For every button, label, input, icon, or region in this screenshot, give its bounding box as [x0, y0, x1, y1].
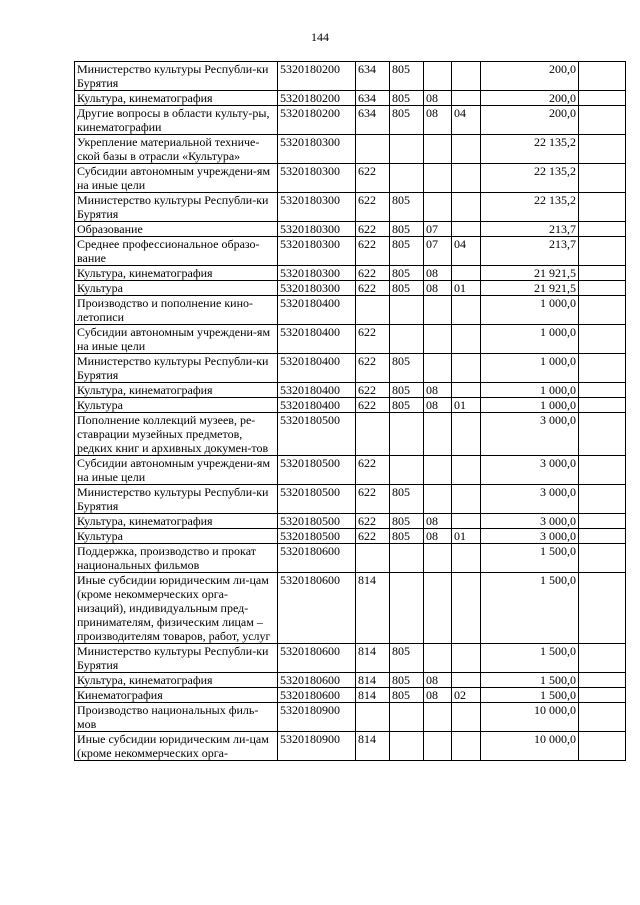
amount-cell: 22 135,2: [481, 164, 579, 193]
subsection-cell: [452, 296, 481, 325]
section-cell: [424, 62, 452, 91]
target-code-cell: 5320180500: [278, 514, 356, 529]
subsection-cell: [452, 135, 481, 164]
amount-cell: 3 000,0: [481, 456, 579, 485]
amount-cell: 3 000,0: [481, 413, 579, 456]
ministry-code-cell: [390, 164, 424, 193]
target-code-cell: 5320180300: [278, 237, 356, 266]
ministry-code-cell: 805: [390, 62, 424, 91]
empty-cell: [579, 644, 626, 673]
table-row: [75, 354, 626, 383]
ministry-code-cell: 805: [390, 644, 424, 673]
amount-cell: 200,0: [481, 91, 579, 106]
row-name-cell: Кинематография: [75, 688, 278, 703]
expense-type-cell: 622: [356, 193, 390, 222]
subsection-cell: [452, 573, 481, 644]
expense-type-cell: 622: [356, 237, 390, 266]
expense-type-cell: 622: [356, 514, 390, 529]
table-row: [75, 325, 626, 354]
subsection-cell: [452, 514, 481, 529]
subsection-cell: [452, 164, 481, 193]
expense-type-cell: [356, 135, 390, 164]
amount-cell: 10 000,0: [481, 703, 579, 732]
row-name-cell: Поддержка, производство и прокат национальных фильмов: [75, 544, 278, 573]
empty-cell: [579, 514, 626, 529]
section-cell: [424, 456, 452, 485]
amount-cell: 1 500,0: [481, 673, 579, 688]
empty-cell: [579, 398, 626, 413]
section-cell: 08: [424, 529, 452, 544]
ministry-code-cell: 805: [390, 222, 424, 237]
ministry-code-cell: [390, 325, 424, 354]
target-code-cell: 5320180300: [278, 135, 356, 164]
expense-type-cell: 622: [356, 266, 390, 281]
section-cell: [424, 296, 452, 325]
table-row: [75, 237, 626, 266]
table-row: [75, 398, 626, 413]
section-cell: [424, 644, 452, 673]
table-row: [75, 514, 626, 529]
empty-cell: [579, 237, 626, 266]
amount-cell: 3 000,0: [481, 514, 579, 529]
amount-cell: 21 921,5: [481, 266, 579, 281]
target-code-cell: 5320180500: [278, 529, 356, 544]
target-code-cell: 5320180900: [278, 732, 356, 761]
row-name-cell: Культура, кинематография: [75, 383, 278, 398]
amount-cell: 3 000,0: [481, 529, 579, 544]
empty-cell: [579, 544, 626, 573]
empty-cell: [579, 91, 626, 106]
target-code-cell: 5320180300: [278, 164, 356, 193]
page-number: 144: [311, 30, 329, 44]
ministry-code-cell: [390, 573, 424, 644]
row-name-cell: Иные субсидии юридическим ли-цам (кроме некоммерческих орга-низаций), индивидуальным пред-принимателям, физическим лицам – производителям товаров, работ, услуг: [75, 573, 278, 644]
row-name-cell: Культура, кинематография: [75, 673, 278, 688]
section-cell: [424, 703, 452, 732]
empty-cell: [579, 529, 626, 544]
empty-cell: [579, 281, 626, 296]
section-cell: 08: [424, 673, 452, 688]
section-cell: [424, 732, 452, 761]
section-cell: 08: [424, 281, 452, 296]
expense-type-cell: [356, 296, 390, 325]
amount-cell: 1 000,0: [481, 296, 579, 325]
subsection-cell: 01: [452, 281, 481, 296]
ministry-code-cell: 805: [390, 673, 424, 688]
ministry-code-cell: 805: [390, 529, 424, 544]
section-cell: 08: [424, 514, 452, 529]
row-name-cell: Министерство культуры Республи-ки Бурятия: [75, 485, 278, 514]
target-code-cell: 5320180300: [278, 281, 356, 296]
target-code-cell: 5320180600: [278, 673, 356, 688]
expense-type-cell: 622: [356, 222, 390, 237]
amount-cell: 1 000,0: [481, 325, 579, 354]
row-name-cell: Культура, кинематография: [75, 514, 278, 529]
row-name-cell: Производство национальных филь-мов: [75, 703, 278, 732]
row-name-cell: Пополнение коллекций музеев, ре-ставрации музейных предметов, редких книг и архивных докумен-тов: [75, 413, 278, 456]
table-row: [75, 164, 626, 193]
target-code-cell: 5320180300: [278, 222, 356, 237]
row-name-cell: Культура: [75, 398, 278, 413]
row-name-cell: Культура, кинематография: [75, 91, 278, 106]
section-cell: 08: [424, 91, 452, 106]
target-code-cell: 5320180400: [278, 354, 356, 383]
subsection-cell: 01: [452, 398, 481, 413]
target-code-cell: 5320180900: [278, 703, 356, 732]
expense-type-cell: 622: [356, 485, 390, 514]
table-row: [75, 688, 626, 703]
empty-cell: [579, 573, 626, 644]
row-name-cell: Министерство культуры Республи-ки Бурятия: [75, 354, 278, 383]
target-code-cell: 5320180500: [278, 485, 356, 514]
expense-type-cell: 622: [356, 398, 390, 413]
empty-cell: [579, 413, 626, 456]
empty-cell: [579, 266, 626, 281]
section-cell: 08: [424, 106, 452, 135]
section-cell: [424, 485, 452, 514]
subsection-cell: [452, 544, 481, 573]
amount-cell: 21 921,5: [481, 281, 579, 296]
subsection-cell: [452, 456, 481, 485]
expense-type-cell: [356, 703, 390, 732]
empty-cell: [579, 485, 626, 514]
amount-cell: 22 135,2: [481, 135, 579, 164]
table-row: [75, 106, 626, 135]
section-cell: 07: [424, 237, 452, 266]
table-row: [75, 296, 626, 325]
ministry-code-cell: 805: [390, 383, 424, 398]
table-body: [75, 62, 626, 761]
target-code-cell: 5320180500: [278, 413, 356, 456]
table-row: [75, 544, 626, 573]
empty-cell: [579, 688, 626, 703]
subsection-cell: [452, 62, 481, 91]
subsection-cell: 04: [452, 237, 481, 266]
ministry-code-cell: 805: [390, 193, 424, 222]
row-name-cell: Культура: [75, 529, 278, 544]
target-code-cell: 5320180200: [278, 91, 356, 106]
row-name-cell: Министерство культуры Республи-ки Бурятия: [75, 644, 278, 673]
section-cell: [424, 544, 452, 573]
ministry-code-cell: [390, 296, 424, 325]
amount-cell: 1 500,0: [481, 544, 579, 573]
expense-type-cell: [356, 544, 390, 573]
table-row: [75, 703, 626, 732]
section-cell: 08: [424, 266, 452, 281]
section-cell: [424, 354, 452, 383]
empty-cell: [579, 354, 626, 383]
row-name-cell: Образование: [75, 222, 278, 237]
expense-type-cell: 634: [356, 62, 390, 91]
empty-cell: [579, 673, 626, 688]
target-code-cell: 5320180400: [278, 398, 356, 413]
ministry-code-cell: 805: [390, 354, 424, 383]
section-cell: 08: [424, 383, 452, 398]
amount-cell: 1 500,0: [481, 644, 579, 673]
target-code-cell: 5320180400: [278, 296, 356, 325]
ministry-code-cell: 805: [390, 281, 424, 296]
section-cell: 07: [424, 222, 452, 237]
empty-cell: [579, 62, 626, 91]
table-row: [75, 222, 626, 237]
table-row: [75, 732, 626, 761]
section-cell: 08: [424, 688, 452, 703]
empty-cell: [579, 222, 626, 237]
subsection-cell: [452, 383, 481, 398]
target-code-cell: 5320180400: [278, 325, 356, 354]
amount-cell: 200,0: [481, 106, 579, 135]
expense-type-cell: 814: [356, 644, 390, 673]
target-code-cell: 5320180300: [278, 193, 356, 222]
ministry-code-cell: 805: [390, 91, 424, 106]
table-row: [75, 62, 626, 91]
ministry-code-cell: 805: [390, 514, 424, 529]
table-row: [75, 193, 626, 222]
empty-cell: [579, 383, 626, 398]
subsection-cell: [452, 703, 481, 732]
target-code-cell: 5320180600: [278, 644, 356, 673]
table-row: [75, 573, 626, 644]
budget-table: [74, 61, 626, 761]
ministry-code-cell: 805: [390, 688, 424, 703]
ministry-code-cell: 805: [390, 266, 424, 281]
table-row: [75, 485, 626, 514]
target-code-cell: 5320180200: [278, 62, 356, 91]
target-code-cell: 5320180600: [278, 573, 356, 644]
empty-cell: [579, 193, 626, 222]
empty-cell: [579, 164, 626, 193]
subsection-cell: [452, 266, 481, 281]
target-code-cell: 5320180400: [278, 383, 356, 398]
expense-type-cell: 814: [356, 573, 390, 644]
expense-type-cell: 622: [356, 456, 390, 485]
subsection-cell: [452, 325, 481, 354]
target-code-cell: 5320180300: [278, 266, 356, 281]
ministry-code-cell: 805: [390, 237, 424, 266]
amount-cell: 22 135,2: [481, 193, 579, 222]
amount-cell: 1 500,0: [481, 573, 579, 644]
amount-cell: 1 000,0: [481, 383, 579, 398]
row-name-cell: Культура, кинематография: [75, 266, 278, 281]
expense-type-cell: 622: [356, 383, 390, 398]
row-name-cell: Министерство культуры Республи-ки Бурятия: [75, 62, 278, 91]
expense-type-cell: 634: [356, 91, 390, 106]
empty-cell: [579, 732, 626, 761]
ministry-code-cell: [390, 413, 424, 456]
expense-type-cell: 814: [356, 688, 390, 703]
amount-cell: 213,7: [481, 222, 579, 237]
table-row: [75, 383, 626, 398]
ministry-code-cell: 805: [390, 106, 424, 135]
empty-cell: [579, 325, 626, 354]
row-name-cell: Производство и пополнение кино-летописи: [75, 296, 278, 325]
target-code-cell: 5320180200: [278, 106, 356, 135]
expense-type-cell: [356, 413, 390, 456]
empty-cell: [579, 106, 626, 135]
row-name-cell: Субсидии автономным учреждени-ям на иные цели: [75, 456, 278, 485]
subsection-cell: [452, 673, 481, 688]
ministry-code-cell: [390, 732, 424, 761]
subsection-cell: [452, 413, 481, 456]
expense-type-cell: 814: [356, 732, 390, 761]
subsection-cell: [452, 354, 481, 383]
section-cell: [424, 193, 452, 222]
row-name-cell: Иные субсидии юридическим ли-цам (кроме некоммерческих орга-: [75, 732, 278, 761]
amount-cell: 1 500,0: [481, 688, 579, 703]
table-row: [75, 529, 626, 544]
amount-cell: 213,7: [481, 237, 579, 266]
expense-type-cell: 622: [356, 281, 390, 296]
ministry-code-cell: [390, 456, 424, 485]
subsection-cell: [452, 222, 481, 237]
ministry-code-cell: [390, 703, 424, 732]
table-row: [75, 91, 626, 106]
subsection-cell: [452, 91, 481, 106]
target-code-cell: 5320180600: [278, 544, 356, 573]
empty-cell: [579, 135, 626, 164]
amount-cell: 10 000,0: [481, 732, 579, 761]
row-name-cell: Субсидии автономным учреждени-ям на иные цели: [75, 325, 278, 354]
expense-type-cell: 622: [356, 164, 390, 193]
subsection-cell: [452, 485, 481, 514]
table-row: [75, 135, 626, 164]
table-row: [75, 456, 626, 485]
table-row: [75, 266, 626, 281]
subsection-cell: 04: [452, 106, 481, 135]
subsection-cell: [452, 732, 481, 761]
ministry-code-cell: [390, 135, 424, 164]
expense-type-cell: 622: [356, 354, 390, 383]
table-row: [75, 644, 626, 673]
subsection-cell: 01: [452, 529, 481, 544]
table-row: [75, 281, 626, 296]
section-cell: [424, 325, 452, 354]
expense-type-cell: 814: [356, 673, 390, 688]
ministry-code-cell: [390, 544, 424, 573]
amount-cell: 1 000,0: [481, 354, 579, 383]
expense-type-cell: 634: [356, 106, 390, 135]
amount-cell: 200,0: [481, 62, 579, 91]
subsection-cell: [452, 193, 481, 222]
section-cell: [424, 135, 452, 164]
section-cell: [424, 413, 452, 456]
row-name-cell: Субсидии автономным учреждени-ям на иные цели: [75, 164, 278, 193]
row-name-cell: Другие вопросы в области культу-ры, кинематографии: [75, 106, 278, 135]
section-cell: [424, 573, 452, 644]
ministry-code-cell: 805: [390, 398, 424, 413]
section-cell: 08: [424, 398, 452, 413]
empty-cell: [579, 456, 626, 485]
amount-cell: 1 000,0: [481, 398, 579, 413]
target-code-cell: 5320180600: [278, 688, 356, 703]
table-row: [75, 413, 626, 456]
target-code-cell: 5320180500: [278, 456, 356, 485]
ministry-code-cell: 805: [390, 485, 424, 514]
empty-cell: [579, 296, 626, 325]
table-row: [75, 673, 626, 688]
row-name-cell: Министерство культуры Республи-ки Бурятия: [75, 193, 278, 222]
row-name-cell: Культура: [75, 281, 278, 296]
section-cell: [424, 164, 452, 193]
empty-cell: [579, 703, 626, 732]
row-name-cell: Укрепление материальной техниче-ской базы в отрасли «Культура»: [75, 135, 278, 164]
subsection-cell: [452, 644, 481, 673]
expense-type-cell: 622: [356, 529, 390, 544]
expense-type-cell: 622: [356, 325, 390, 354]
amount-cell: 3 000,0: [481, 485, 579, 514]
subsection-cell: 02: [452, 688, 481, 703]
row-name-cell: Среднее профессиональное образо-вание: [75, 237, 278, 266]
